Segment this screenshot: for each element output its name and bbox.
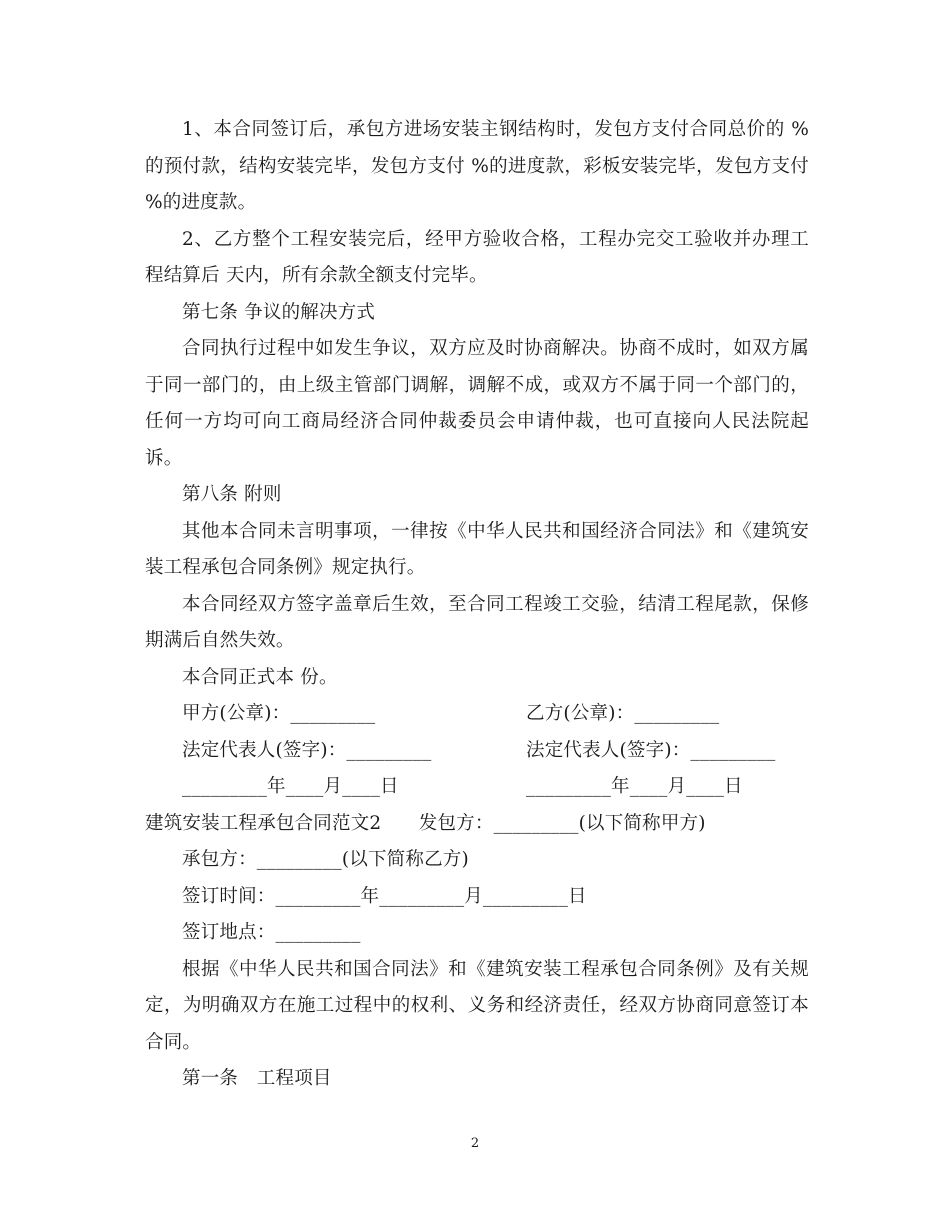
party-a-representative-line: 法定代表人(签字)：_________	[182, 739, 432, 761]
signature-date-row	[145, 769, 809, 806]
page-number: 2	[470, 1136, 480, 1151]
article-one-heading: 第一条 工程项目	[182, 1068, 332, 1089]
dispute-resolution-paragraph: 合同执行过程中如发生争议，双方应及时协商解决。协商不成时，如双方属于同一部门的，由上级主管部门调解，调解不成，或双方不属于同一个部门的，任何一方均可向工商局经济合同仲裁委员会申请仲裁，也可直接向人民法院起诉。	[145, 338, 809, 469]
supplementary-paragraph: 其他本合同未言明事项，一律按《中华人民共和国经济合同法》和《建筑安装工程承包合同条例》规定执行。	[145, 520, 809, 578]
signature-seal-row	[145, 696, 809, 733]
copies-paragraph: 本合同正式本 份。	[182, 666, 338, 688]
party-b-seal-line: 乙方(公章)：_________	[526, 703, 720, 724]
template-two-heading: 建筑安装工程承包合同范文2 发包方：_________(以下简称甲方)	[145, 812, 706, 834]
contractor-line: 承包方：_________(以下简称乙方)	[182, 849, 469, 870]
signature-representative-row	[145, 733, 809, 770]
party-a-date-line: _________年____月____日	[182, 776, 399, 797]
sign-place-line: 签订地点：_________	[182, 922, 361, 943]
sign-time-line: 签订时间：_________年_________月_________日	[182, 885, 587, 907]
document-body	[145, 112, 809, 1098]
article-seven-heading: 第七条 争议的解决方式	[182, 301, 376, 323]
payment-clause-2: 2、乙方整个工程安装完后，经甲方验收合格，工程办完交工验收并办理工程结算后 天内，所有余款全额支付完毕。	[145, 228, 809, 286]
party-a-seal-line: 甲方(公章)：_________	[182, 703, 376, 724]
payment-clause-1: 1、本合同签订后，承包方进场安装主钢结构时，发包方支付合同总价的 %的预付款，结构安装完毕，发包方支付 %的进度款，彩板安装完毕，发包方支付 %的进度款。	[145, 119, 809, 213]
article-eight-heading: 第八条 附则	[182, 484, 282, 505]
party-b-date-line: _________年____月____日	[526, 776, 743, 797]
effectiveness-paragraph: 本合同经双方签字盖章后生效，至合同工程竣工交验，结清工程尾款，保修期满后自然失效。	[145, 593, 809, 651]
party-b-representative-line: 法定代表人(签字)：_________	[526, 739, 776, 761]
basis-paragraph: 根据《中华人民共和国合同法》和《建筑安装工程承包合同条例》及有关规定，为明确双方在施工过程中的权利、义务和经济责任，经双方协商同意签订本合同。	[145, 958, 809, 1053]
